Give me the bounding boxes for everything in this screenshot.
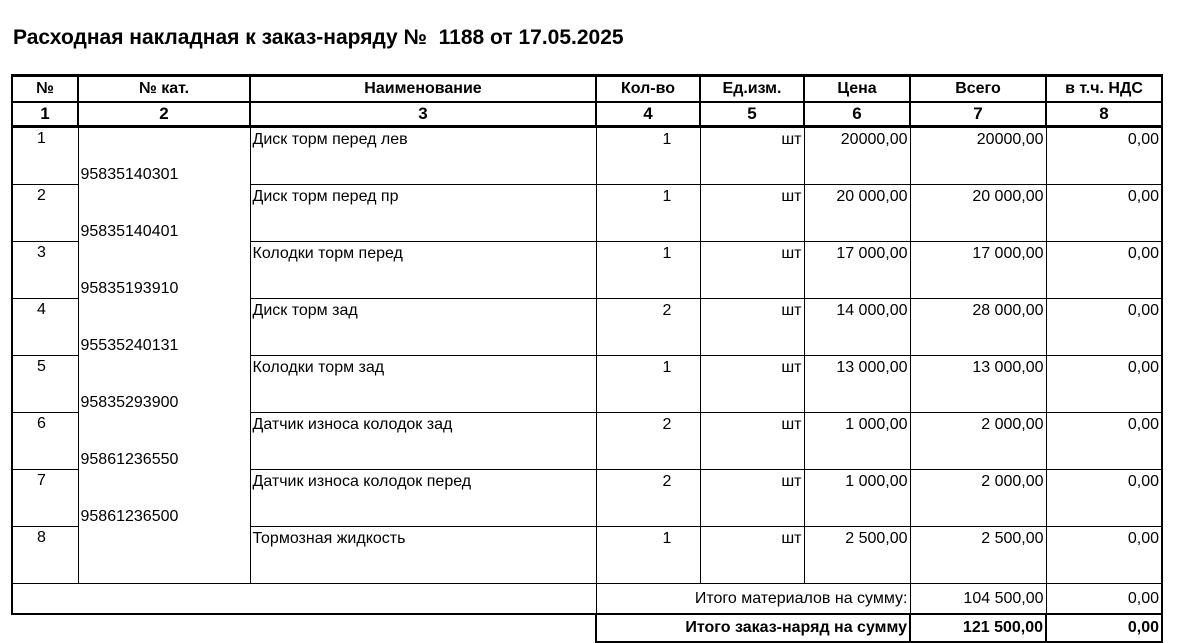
header-cell: № кат.	[78, 76, 250, 103]
header-cell: №	[12, 76, 78, 103]
column-number: 1	[12, 102, 78, 127]
item-price: 1 000,00	[804, 470, 910, 527]
item-total: 2 000,00	[910, 413, 1046, 470]
header-cell: Ед.изм.	[700, 76, 804, 103]
item-name: Колодки торм перед	[250, 242, 596, 299]
catalog-number: 95835140301	[78, 127, 250, 185]
item-quantity: 2	[596, 470, 700, 527]
item-vat: 0,00	[1046, 185, 1162, 242]
table-row	[12, 356, 1162, 413]
order-total-value: 121 500,00	[910, 614, 1046, 642]
item-quantity: 2	[596, 299, 700, 356]
header-cell: Наименование	[250, 76, 596, 103]
item-quantity: 1	[596, 127, 700, 185]
item-vat: 0,00	[1046, 356, 1162, 413]
materials-total-row	[12, 584, 1162, 615]
column-number-row	[12, 102, 1162, 127]
item-total: 17 000,00	[910, 242, 1046, 299]
item-price: 14 000,00	[804, 299, 910, 356]
item-name: Диск торм зад	[250, 299, 596, 356]
item-name: Диск торм перед лев	[250, 127, 596, 185]
order-total-label: Итого заказ-наряд на сумму	[596, 614, 910, 642]
item-price: 1 000,00	[804, 413, 910, 470]
item-quantity: 1	[596, 185, 700, 242]
materials-total-spacer	[12, 584, 596, 615]
catalog-number: 95835293900	[78, 356, 250, 413]
column-number: 2	[78, 102, 250, 127]
row-number: 8	[12, 527, 78, 584]
item-name: Датчик износа колодок перед	[250, 470, 596, 527]
document-title: Расходная накладная к заказ-наряду № 1188 от 17.05.2025	[13, 26, 624, 49]
item-vat: 0,00	[1046, 527, 1162, 584]
header-cell: Всего	[910, 76, 1046, 103]
item-unit: шт	[700, 527, 804, 584]
materials-total-label: Итого материалов на сумму:	[596, 584, 910, 615]
item-vat: 0,00	[1046, 413, 1162, 470]
item-unit: шт	[700, 185, 804, 242]
item-total: 20000,00	[910, 127, 1046, 185]
item-quantity: 1	[596, 356, 700, 413]
header-cell: Кол-во	[596, 76, 700, 103]
table-row	[12, 470, 1162, 527]
item-unit: шт	[700, 127, 804, 185]
item-name: Тормозная жидкость	[250, 527, 596, 584]
item-price: 20 000,00	[804, 185, 910, 242]
header-row	[12, 76, 1162, 103]
materials-total-value: 104 500,00	[910, 584, 1046, 615]
item-price: 20000,00	[804, 127, 910, 185]
invoice-table	[11, 74, 1163, 643]
item-total: 2 000,00	[910, 470, 1046, 527]
item-total: 13 000,00	[910, 356, 1046, 413]
item-price: 2 500,00	[804, 527, 910, 584]
catalog-number: 95535240131	[78, 299, 250, 356]
item-name: Колодки торм зад	[250, 356, 596, 413]
item-vat: 0,00	[1046, 242, 1162, 299]
item-unit: шт	[700, 299, 804, 356]
item-unit: шт	[700, 356, 804, 413]
item-unit: шт	[700, 242, 804, 299]
item-unit: шт	[700, 413, 804, 470]
row-number: 5	[12, 356, 78, 413]
order-total-vat: 0,00	[1046, 614, 1162, 642]
catalog-number: 95835193910	[78, 242, 250, 299]
column-number: 6	[804, 102, 910, 127]
row-number: 3	[12, 242, 78, 299]
catalog-number: 95861236550	[78, 413, 250, 470]
column-number: 4	[596, 102, 700, 127]
column-number: 7	[910, 102, 1046, 127]
table-row	[12, 413, 1162, 470]
table-row	[12, 299, 1162, 356]
item-vat: 0,00	[1046, 299, 1162, 356]
item-quantity: 2	[596, 413, 700, 470]
item-total: 28 000,00	[910, 299, 1046, 356]
column-number: 3	[250, 102, 596, 127]
table-row	[12, 242, 1162, 299]
header-cell: в т.ч. НДС	[1046, 76, 1162, 103]
catalog-number: 95835140401	[78, 185, 250, 242]
header-cell: Цена	[804, 76, 910, 103]
item-vat: 0,00	[1046, 127, 1162, 185]
item-quantity: 1	[596, 242, 700, 299]
row-number: 6	[12, 413, 78, 470]
item-total: 2 500,00	[910, 527, 1046, 584]
item-name: Диск торм перед пр	[250, 185, 596, 242]
row-number: 4	[12, 299, 78, 356]
order-total-row	[12, 614, 1162, 642]
table-row	[12, 527, 1162, 584]
item-price: 17 000,00	[804, 242, 910, 299]
item-name: Датчик износа колодок зад	[250, 413, 596, 470]
item-price: 13 000,00	[804, 356, 910, 413]
table-row	[12, 127, 1162, 185]
item-total: 20 000,00	[910, 185, 1046, 242]
catalog-number	[78, 527, 250, 584]
row-number: 2	[12, 185, 78, 242]
item-unit: шт	[700, 470, 804, 527]
row-number: 1	[12, 127, 78, 185]
row-number: 7	[12, 470, 78, 527]
item-quantity: 1	[596, 527, 700, 584]
materials-total-vat: 0,00	[1046, 584, 1162, 615]
column-number: 8	[1046, 102, 1162, 127]
table-row	[12, 185, 1162, 242]
item-vat: 0,00	[1046, 470, 1162, 527]
order-total-spacer	[12, 614, 596, 642]
column-number: 5	[700, 102, 804, 127]
catalog-number: 95861236500	[78, 470, 250, 527]
